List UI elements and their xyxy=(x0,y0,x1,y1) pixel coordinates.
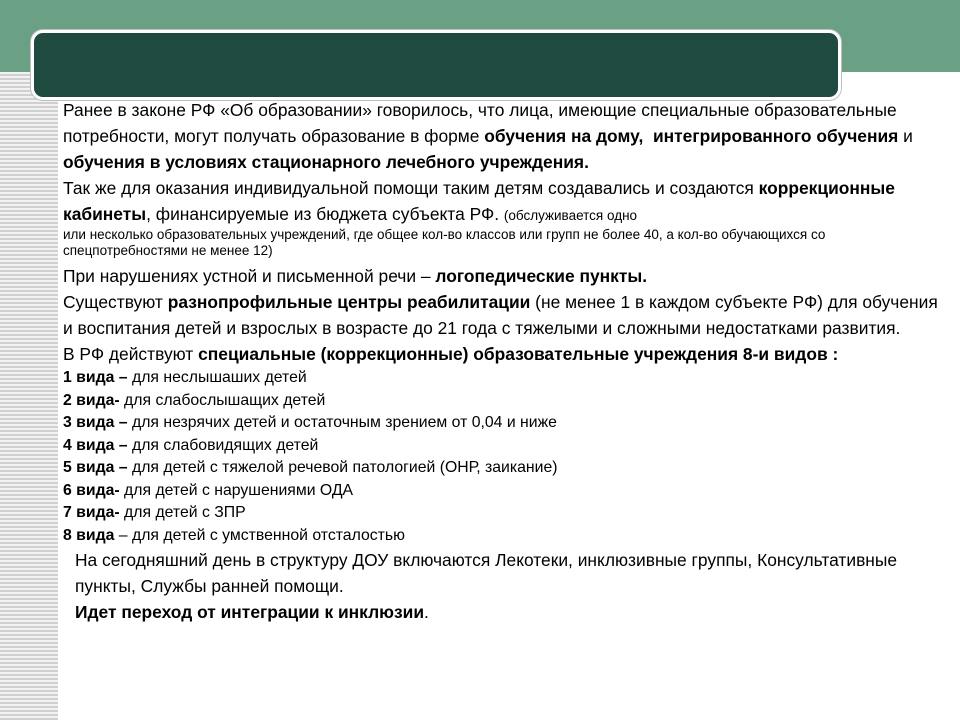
paragraph-dou-structure: На сегодняшний день в структуру ДОУ включаются Лекотеки, инклюзивные группы, Консультативные пункты, Службы ранней помощи. xyxy=(75,550,898,596)
paragraph-inclusion: Идет переход от интеграции к инклюзии. xyxy=(75,602,429,622)
paragraph-rehab-centers: Существуют разнопрофильные центры реабилитации (не менее 1 в каждом субъекте РФ) для обучения и воспитания детей и взрослых в возрасте до 21 года с тяжелыми и сложными недостатками развития. xyxy=(63,292,938,338)
list-item: 1 вида – для неслышаших детей xyxy=(63,369,307,386)
paragraph-special-institutions: В РФ действуют специальные (коррекционные) образовательные учреждения 8-и видов : xyxy=(63,344,839,364)
list-item: 8 вида – для детей с умственной отсталостью xyxy=(63,526,405,544)
list-item: 4 вида – для слабовидящих детей xyxy=(63,436,319,454)
list-item: 3 вида – для незрячих детей и остаточным зрением от 0,04 и ниже xyxy=(63,414,557,431)
paragraph-education-forms: Ранее в законе РФ «Об образовании» говорилось, что лица, имеющие специальные образовательные потребности, могут получать образование в форме обучения на дому, интегрированного обучения и обучения в условиях стационарного лечебного учреждения. xyxy=(63,100,913,172)
title-bar xyxy=(31,30,841,100)
list-item: 5 вида – для детей с тяжелой речевой патологией (ОНР, заикание) xyxy=(63,459,558,476)
left-stripe-decoration xyxy=(0,72,58,720)
list-item: 6 вида- для детей с нарушениями ОДА xyxy=(63,481,354,499)
paragraph-speech-points: При нарушениях устной и письменной речи – логопедические пункты. xyxy=(63,266,648,286)
slide-content xyxy=(63,97,948,625)
institution-types-list xyxy=(63,367,948,547)
list-item: 2 вида- для слабослышащих детей xyxy=(63,391,326,409)
list-item: 7 вида- для детей с ЗПР xyxy=(63,504,246,521)
correction-rooms-note: или несколько образовательных учреждений, где общее кол-во классов или групп не более 40, а кол-во обучающихся со спецпотребностями не менее 12) xyxy=(63,227,826,258)
paragraph-correction-rooms: Так же для оказания индивидуальной помощи таким детям создавались и создаются коррекционные кабинеты, финансируемые из бюджета субъекта РФ. (обслуживается одно или несколько образовательных учреждений, где общее кол-во классов или групп не более 40, а кол-во обучающихся со спецпотребностями не менее 12) xyxy=(63,175,948,259)
